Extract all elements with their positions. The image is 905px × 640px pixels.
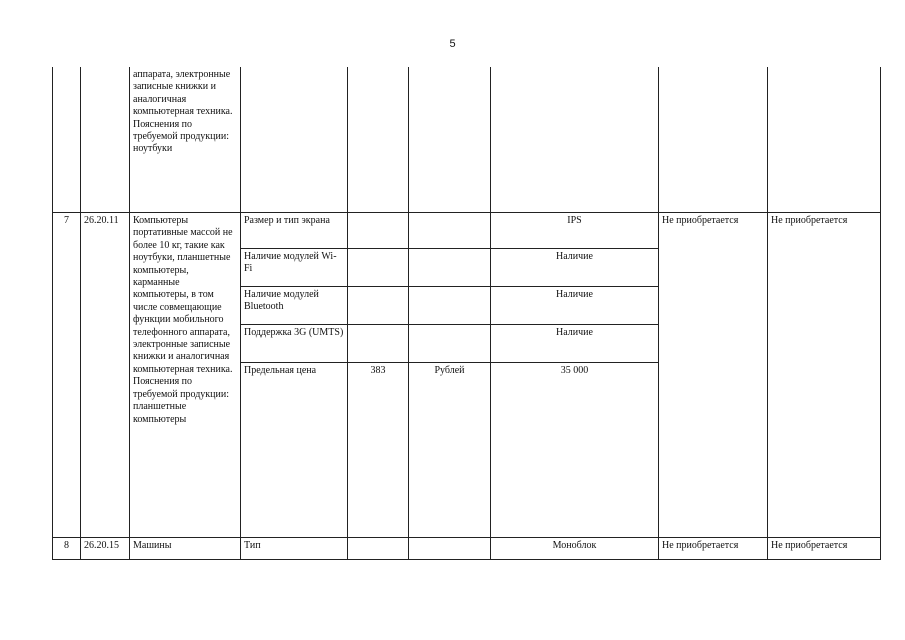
cell-col9: Не приобретается xyxy=(659,538,768,560)
cell-col9 xyxy=(659,67,768,213)
cell-char-name: Предельная цена xyxy=(241,363,348,538)
cell-code: 26.20.11 xyxy=(81,213,130,538)
cell-col10: Не приобретается xyxy=(768,213,881,538)
cell-value: Моноблок xyxy=(491,538,659,560)
cell-value: Наличие xyxy=(491,287,659,325)
cell-okei-code xyxy=(348,67,409,213)
cell-value: Наличие xyxy=(491,249,659,287)
cell-okei-code: 383 xyxy=(348,363,409,538)
cell-char-name xyxy=(241,67,348,213)
page-number: 5 xyxy=(449,38,456,50)
cell-code xyxy=(81,67,130,213)
requirements-table xyxy=(52,67,881,560)
cell-unit xyxy=(409,287,491,325)
cell-char-name: Наличие модулей Bluetooth xyxy=(241,287,348,325)
cell-char-name: Наличие модулей Wi-Fi xyxy=(241,249,348,287)
cell-value: IPS xyxy=(491,213,659,249)
cell-num: 7 xyxy=(53,213,81,538)
cell-value xyxy=(491,67,659,213)
cell-product-name: Компьютеры портативные массой не более 10 кг, такие как ноутбуки, планшетные компьютеры, карманные компьютеры, в том числе совмещающие функции мобильного телефонного аппарата, электронные записные книжки и аналогичная компьютерная техника. Пояснения по требуемой продукции: планшетные компьютеры xyxy=(130,213,241,538)
cell-col9: Не приобретается xyxy=(659,213,768,538)
cell-value: Наличие xyxy=(491,325,659,363)
cell-num xyxy=(53,67,81,213)
table-row xyxy=(53,213,881,249)
cell-unit xyxy=(409,249,491,287)
cell-okei-code xyxy=(348,287,409,325)
cell-unit xyxy=(409,325,491,363)
cell-char-name: Поддержка 3G (UMTS) xyxy=(241,325,348,363)
cell-unit xyxy=(409,213,491,249)
cell-okei-code xyxy=(348,538,409,560)
cell-unit xyxy=(409,538,491,560)
cell-col10 xyxy=(768,67,881,213)
cell-value: 35 000 xyxy=(491,363,659,538)
cell-okei-code xyxy=(348,213,409,249)
cell-okei-code xyxy=(348,249,409,287)
cell-unit: Рублей xyxy=(409,363,491,538)
cell-unit xyxy=(409,67,491,213)
cell-product-name: аппарата, электронные записные книжки и аналогичная компьютерная техника. Пояснения по требуемой продукции: ноутбуки xyxy=(130,67,241,213)
cell-char-name: Тип xyxy=(241,538,348,560)
cell-num: 8 xyxy=(53,538,81,560)
cell-col10: Не приобретается xyxy=(768,538,881,560)
continuation-row xyxy=(53,67,881,213)
cell-product-name: Машины xyxy=(130,538,241,560)
cell-char-name: Размер и тип экрана xyxy=(241,213,348,249)
cell-code: 26.20.15 xyxy=(81,538,130,560)
cell-okei-code xyxy=(348,325,409,363)
table-row xyxy=(53,538,881,560)
